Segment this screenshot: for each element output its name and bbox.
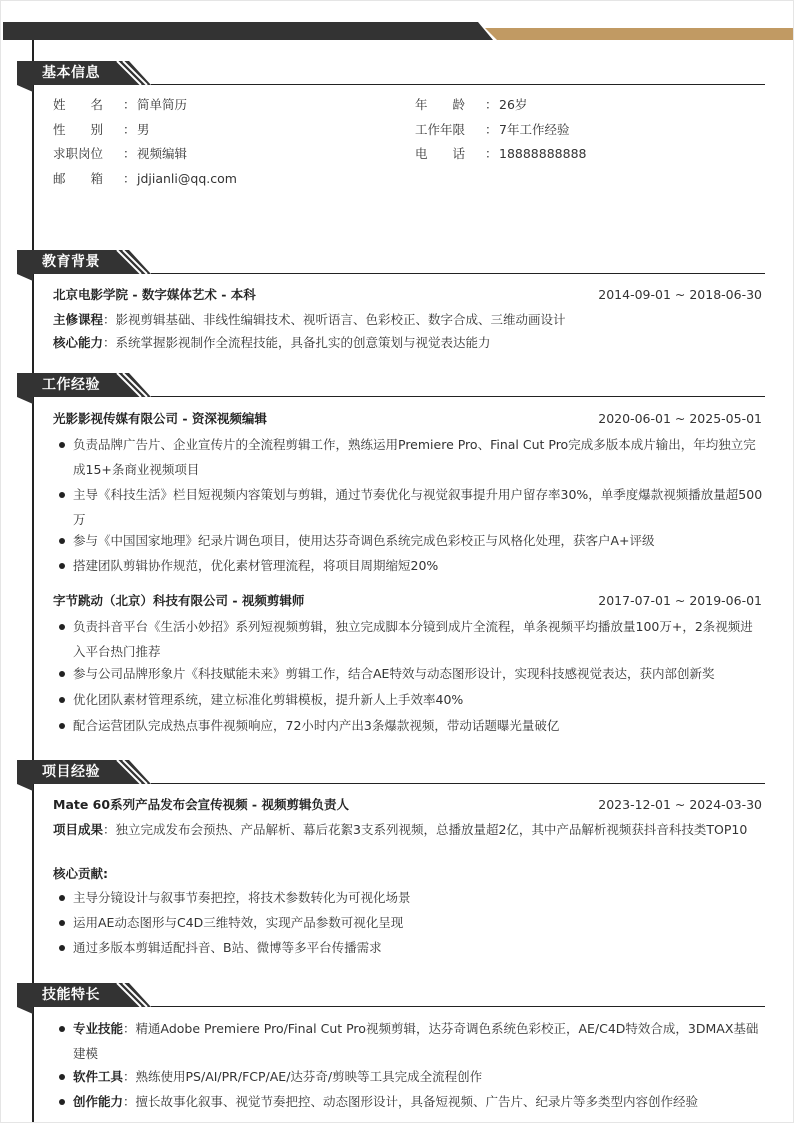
project-contrib-label: 核心贡献:	[53, 866, 108, 881]
skill-label: 创作能力	[73, 1094, 124, 1109]
section-fold	[17, 85, 33, 92]
stripes-icon	[115, 250, 155, 274]
info-experience	[415, 121, 569, 139]
section-header-education	[17, 250, 765, 280]
skill-text: ：精通Adobe Premiere Pro/Final Cut Pro视频剪辑，达芬奇调色系统色彩校正，AE/C4D特效合成，3DMAX基础建模	[73, 1021, 759, 1061]
stripes-icon	[115, 61, 155, 85]
section-title: 基本信息	[42, 65, 100, 81]
section-title: 技能特长	[42, 987, 100, 1003]
info-age	[415, 96, 527, 114]
left-vertical-rule	[32, 40, 34, 1123]
job-item: 负责抖音平台《生活小妙招》系列短视频剪辑，独立完成脚本分镜到成片全流程，单条视频平均播放量100万+，2条视频进入平台热门推荐	[73, 619, 753, 659]
bullet-icon	[59, 945, 65, 951]
job-item: 负责品牌广告片、企业宣传片的全流程剪辑工作，熟练运用Premiere Pro、Final Cut Pro完成多版本成片输出，年均独立完成15+条商业视频项目	[73, 437, 756, 477]
colon: ：	[485, 146, 498, 161]
colon: ：	[123, 146, 136, 161]
stripes-icon	[115, 760, 155, 784]
info-name	[53, 96, 187, 114]
top-decor-bar	[3, 22, 793, 40]
section-divider	[151, 783, 765, 784]
field-value: jdjianli@qq.com	[137, 171, 237, 186]
section-title: 工作经验	[42, 377, 100, 393]
info-email	[53, 170, 237, 188]
field-label: 邮 箱	[53, 171, 104, 186]
colon: ：	[123, 171, 136, 186]
section-fold	[17, 397, 33, 404]
skill-label: 专业技能	[73, 1021, 124, 1036]
section-header-basic	[17, 61, 765, 91]
skill-text: ：熟练使用PS/AI/PR/FCP/AE/达芬奇/剪映等工具完成全流程创作	[123, 1069, 483, 1084]
info-phone	[415, 145, 586, 163]
skill-item	[73, 1016, 765, 1066]
job-item: 主导《科技生活》栏目短视频内容策划与剪辑，通过节奏优化与视觉叙事提升用户留存率30%，单季度爆款视频播放量超500万	[73, 487, 763, 527]
info-position	[53, 145, 187, 163]
result-text: ：独立完成发布会预热、产品解析、幕后花絮3支系列视频，总播放量超2亿，其中产品解析视频获抖音科技类TOP10	[103, 822, 748, 837]
top-bar-dark	[3, 22, 493, 40]
education-ability	[53, 334, 491, 352]
field-value: 26岁	[499, 97, 528, 112]
field-value: 简单简历	[137, 97, 188, 112]
ability-label: 核心能力	[53, 335, 104, 350]
job-date: 2020-06-01 ~ 2025-05-01	[598, 411, 762, 426]
section-divider	[151, 84, 765, 85]
colon: ：	[123, 97, 136, 112]
section-fold	[17, 274, 33, 281]
field-value: 18888888888	[499, 146, 587, 161]
info-gender	[53, 121, 150, 139]
project-item: 主导分镜设计与叙事节奏把控，将技术参数转化为可视化场景	[73, 890, 411, 905]
field-label: 姓 名	[53, 97, 104, 112]
section-title: 项目经验	[42, 764, 100, 780]
stripes-icon	[115, 983, 155, 1007]
colon: ：	[485, 97, 498, 112]
field-label: 性 别	[53, 122, 104, 137]
section-divider	[151, 1006, 765, 1007]
section-title: 教育背景	[42, 254, 100, 270]
top-bar-gold	[485, 28, 793, 40]
project-date: 2023-12-01 ~ 2024-03-30	[598, 797, 762, 812]
job-item: 配合运营团队完成热点事件视频响应，72小时内产出3条爆款视频，带动话题曝光量破亿	[73, 718, 560, 733]
job-item: 优化团队素材管理系统，建立标准化剪辑模板，提升新人上手效率40%	[73, 692, 464, 707]
section-fold	[17, 784, 33, 791]
bullet-icon	[59, 563, 65, 569]
skill-text: ：擅长故事化叙事、视觉节奏把控、动态图形设计，具备短视频、广告片、纪录片等多类型内容创作经验	[123, 1094, 699, 1109]
colon: ：	[123, 122, 136, 137]
skill-item	[73, 1089, 765, 1114]
field-label: 工作年限	[415, 122, 466, 137]
ability-text: ：系统掌握影视制作全流程技能，具备扎实的创意策划与视觉表达能力	[103, 335, 491, 350]
section-header-projects	[17, 760, 765, 790]
bullet-icon	[59, 492, 65, 498]
skill-item	[73, 1064, 765, 1089]
education-date: 2014-09-01 ~ 2018-06-30	[598, 287, 762, 302]
bullet-icon	[59, 920, 65, 926]
field-value: 7年工作经验	[499, 122, 570, 137]
courses-text: ：影视剪辑基础、非线性编辑技术、视听语言、色彩校正、数字合成、三维动画设计	[103, 312, 566, 327]
colon: ：	[485, 122, 498, 137]
bullet-icon	[59, 442, 65, 448]
section-header-work	[17, 373, 765, 403]
section-divider	[151, 273, 765, 274]
education-heading: 北京电影学院 - 数字媒体艺术 - 本科	[53, 287, 256, 302]
bullet-icon	[59, 1026, 65, 1032]
bullet-icon	[59, 671, 65, 677]
field-value: 男	[137, 122, 150, 137]
job-date: 2017-07-01 ~ 2019-06-01	[598, 593, 762, 608]
field-value: 视频编辑	[137, 146, 188, 161]
bullet-icon	[59, 723, 65, 729]
education-courses	[53, 311, 566, 329]
section-header-skills	[17, 983, 765, 1013]
job-heading: 字节跳动（北京）科技有限公司 - 视频剪辑师	[53, 593, 305, 608]
job-item: 参与公司品牌形象片《科技赋能未来》剪辑工作，结合AE特效与动态图形设计，实现科技感视觉表达，获内部创新奖	[73, 666, 715, 681]
stripes-icon	[115, 373, 155, 397]
skill-label: 软件工具	[73, 1069, 124, 1084]
job-heading: 光影影视传媒有限公司 - 资深视频编辑	[53, 411, 267, 426]
bullet-icon	[59, 538, 65, 544]
bullet-icon	[59, 1074, 65, 1080]
bullet-icon	[59, 624, 65, 630]
field-label: 年 龄	[415, 97, 466, 112]
bullet-icon	[59, 895, 65, 901]
project-result	[53, 821, 747, 839]
field-label: 求职岗位	[53, 146, 104, 161]
section-fold	[17, 1007, 33, 1014]
section-divider	[151, 396, 765, 397]
courses-label: 主修课程	[53, 312, 104, 327]
job-item: 搭建团队剪辑协作规范，优化素材管理流程，将项目周期缩短20%	[73, 558, 439, 573]
project-heading: Mate 60系列产品发布会宣传视频 - 视频剪辑负责人	[53, 797, 349, 812]
field-label: 电 话	[415, 146, 466, 161]
bullet-icon	[59, 697, 65, 703]
project-item: 运用AE动态图形与C4D三维特效，实现产品参数可视化呈现	[73, 915, 404, 930]
project-item: 通过多版本剪辑适配抖音、B站、微博等多平台传播需求	[73, 940, 382, 955]
result-label: 项目成果	[53, 822, 104, 837]
bullet-icon	[59, 1099, 65, 1105]
job-item: 参与《中国国家地理》纪录片调色项目，使用达芬奇调色系统完成色彩校正与风格化处理，获客户A+评级	[73, 533, 655, 548]
